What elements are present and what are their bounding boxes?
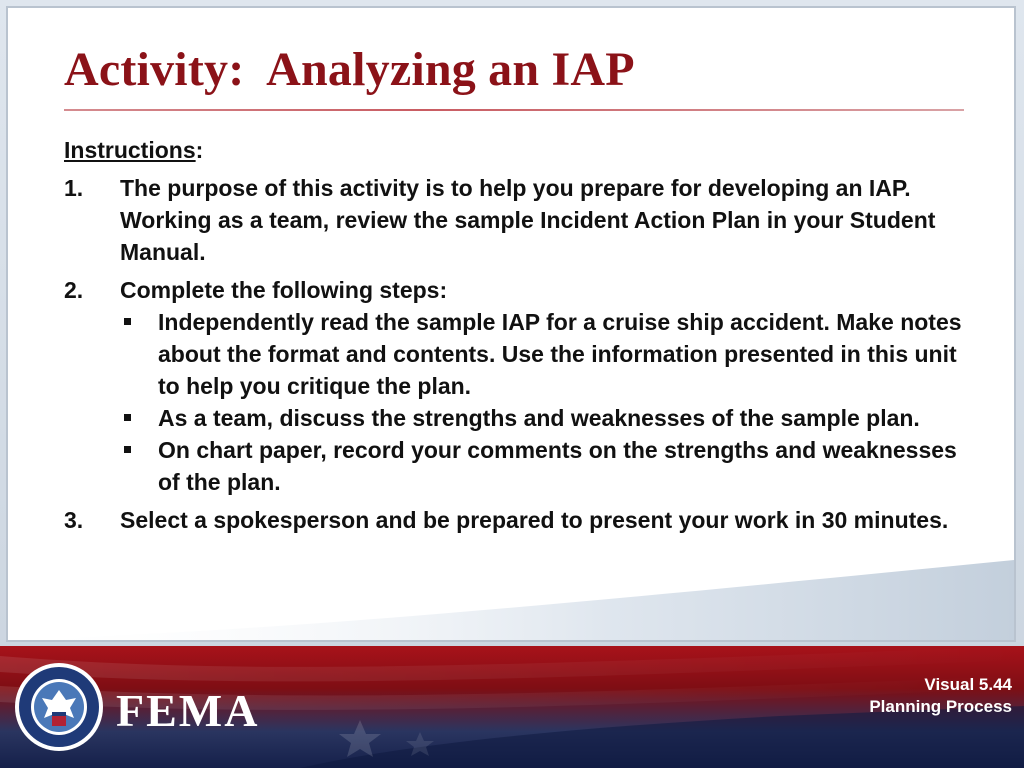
step-number: 3.: [64, 507, 84, 533]
dhs-seal-icon: [14, 662, 104, 752]
footer-banner: [0, 646, 1024, 768]
section-name: Planning Process: [869, 697, 1012, 716]
title-divider: [64, 109, 964, 111]
sub-step-item: [120, 402, 984, 434]
fema-logo: FEMA: [116, 685, 260, 736]
step-item: [64, 172, 984, 268]
panel-swoosh-decoration: [8, 560, 1014, 640]
instructions-colon: :: [195, 137, 204, 163]
step-text: Complete the following steps:: [120, 277, 448, 303]
sub-step-item: [120, 434, 984, 498]
sub-steps-list: [120, 306, 984, 498]
content-panel: [6, 6, 1016, 642]
sub-step-text: As a team, discuss the strengths and weaknesses of the sample plan.: [158, 405, 920, 431]
square-bullet-icon: [124, 318, 131, 325]
visual-number: Visual 5.44: [924, 675, 1012, 694]
step-item: [64, 504, 984, 536]
step-item: [64, 274, 984, 498]
slide-title: Activity: Analyzing an IAP: [64, 43, 635, 96]
step-number: 1.: [64, 175, 84, 201]
sub-step-text: On chart paper, record your comments on the strengths and weaknesses of the plan.: [158, 437, 957, 495]
step-text: Select a spokesperson and be prepared to present your work in 30 minutes.: [120, 507, 949, 533]
steps-list: [64, 172, 984, 536]
sub-step-text: Independently read the sample IAP for a cruise ship accident. Make notes about the format and contents. Use the information presented in this unit to help you critique the plan.: [158, 309, 962, 399]
sub-step-item: [120, 306, 984, 402]
slide-body: [64, 134, 984, 542]
instructions-heading: [64, 134, 984, 166]
square-bullet-icon: [124, 446, 131, 453]
step-number: 2.: [64, 277, 84, 303]
visual-info: [869, 674, 1012, 718]
step-text: The purpose of this activity is to help you prepare for developing an IAP. Working as a team, review the sample Incident Action Plan in your Student Manual.: [120, 175, 936, 265]
square-bullet-icon: [124, 414, 131, 421]
instructions-label: Instructions: [64, 137, 196, 163]
